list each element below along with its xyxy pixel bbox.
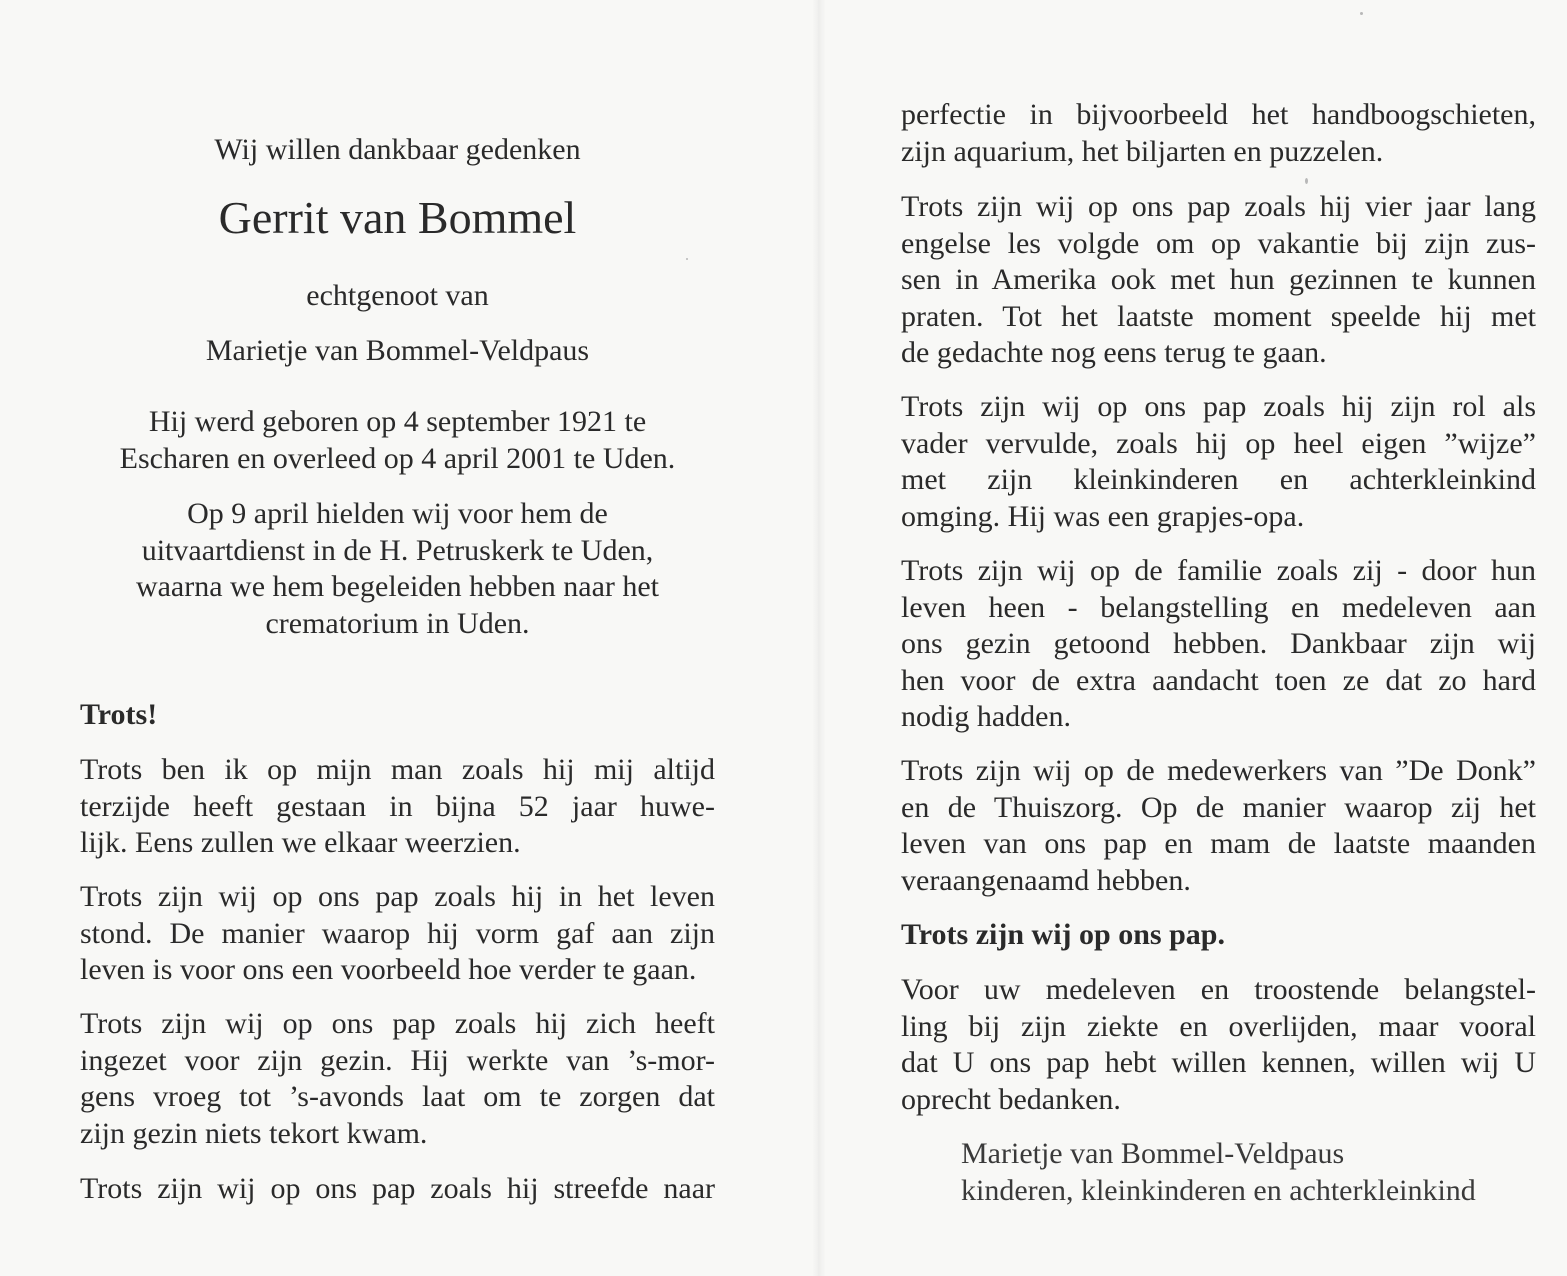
birth-line: Hij werd geboren op 4 september 1921 te [148,405,647,438]
text-line: nodig hadden. [901,700,1071,733]
service-line: waarna we hem begeleiden hebben naar het [135,570,660,603]
text-line: oprecht bedanken. [901,1082,1121,1116]
paragraph-father [901,389,1536,535]
text-line: Trots zijn wij op ons pap zoals hij zich heeft [80,1007,715,1040]
funeral-service-info [80,496,715,642]
service-line: Op 9 april hielden wij voor hem de [187,497,608,530]
text-line: zijn gezin niets tekort kwam. [80,1116,428,1150]
paragraph-caregivers [901,753,1536,899]
paragraph-english [901,189,1536,372]
text-line: praten. Tot het laatste moment speelde hij met [901,299,1536,333]
text-line: de gedachte nog eens terug te gaan. [901,336,1327,369]
paper-speck [1360,12,1363,15]
text-line: en de Thuiszorg. Op de manier waarop zij het [901,790,1536,824]
text-line: veraangenaamd hebben. [901,863,1191,897]
spouse-name: Marietje van Bommel-Veldpaus [205,334,590,367]
text-line: leven van ons pap en mam de laatste maanden [901,827,1536,860]
signature-block [961,1136,1551,1209]
signature-line: Marietje van Bommel-Veldpaus [961,1137,1345,1170]
text-line: ingezet voor zijn gezin. Hij werkte van ’s-mor- [80,1043,715,1077]
birth-death-info [80,404,715,477]
text-line: ons gezin getoond hebben. Dankbaar zijn wij [901,627,1536,660]
paragraph-hobbies [901,97,1536,170]
intro-text: Wij willen dankbaar gedenken [214,133,581,166]
paragraph-striving [80,1171,715,1208]
text-line: Trots zijn wij op ons pap zoals hij streefde naar [80,1172,715,1205]
text-line: perfectie in bijvoorbeeld het handboogschieten, [901,98,1536,131]
bold-statement [901,917,1536,954]
text-line: Trots ben ik op mijn man zoals hij mij altijd [80,753,715,786]
text-line: dat U ons pap hebt willen kennen, willen wij U [901,1046,1536,1079]
text-line: Trots zijn wij op ons pap zoals hij in het leven [80,880,715,913]
service-line: uitvaartdienst in de H. Petruskerk te Uden, [141,533,654,567]
spouse-label: echtgenoot van [306,279,489,312]
paragraph-family [80,1006,715,1152]
text-line: Trots zijn wij op ons pap. [901,918,1225,951]
text-line: lijk. Eens zullen we elkaar weerzien. [80,826,521,859]
paragraph-thanks [901,972,1536,1118]
text-line: met zijn kleinkinderen en achterkleinkind [901,463,1536,496]
paper-speck [1305,178,1308,184]
text-line: Trots zijn wij op ons pap zoals hij zijn rol als [901,390,1536,423]
text-line: Trots zijn wij op ons pap zoals hij vier jaar lang [901,190,1536,223]
text-line: zijn aquarium, het biljarten en puzzelen. [901,134,1384,168]
text-line: engelse les volgde om op vakantie bij zijn zus- [901,226,1536,260]
paper-speck [686,258,688,260]
text-line: terzijde heeft gestaan in bijna 52 jaar huwe- [80,789,715,823]
text-line: leven is voor ons een voorbeeld hoe verder te gaan. [80,953,697,986]
paragraph-husband [80,752,715,862]
text-line: omging. Hij was een grapjes-opa. [901,499,1305,533]
service-line: crematorium in Uden. [265,606,530,640]
text-line: Trots zijn wij op de medewerkers van ”De Donk” [901,754,1536,787]
signature-line: kinderen, kleinkinderen en achterkleinkind [961,1173,1476,1207]
text-line: leven heen - belangstelling en medeleven aan [901,590,1536,624]
paragraph-relatives [901,553,1536,736]
deceased-name: Gerrit van Bommel [218,192,577,243]
birth-line: Escharen en overleed op 4 april 2001 te Uden. [119,441,676,475]
paragraph-life [80,879,715,989]
text-line: gens vroeg tot ’s-avonds laat om te zorgen dat [80,1080,715,1113]
text-line: hen voor de extra aandacht toen ze dat zo hard [901,663,1536,697]
text-line: sen in Amerika ook met hun gezinnen te kunnen [901,263,1536,296]
text-line: ling bij zijn ziekte en overlijden, maar vooral [901,1009,1536,1043]
text-line: stond. De manier waarop hij vorm gaf aan zijn [80,916,715,950]
text-line: Voor uw medeleven en troostende belangstel- [901,973,1536,1006]
text-line: Trots zijn wij op de familie zoals zij - door hun [901,554,1536,587]
text-line: vader vervulde, zoals hij op heel eigen ”wijze” [901,426,1536,460]
section-heading: Trots! [80,698,158,731]
center-fold [812,0,826,1276]
